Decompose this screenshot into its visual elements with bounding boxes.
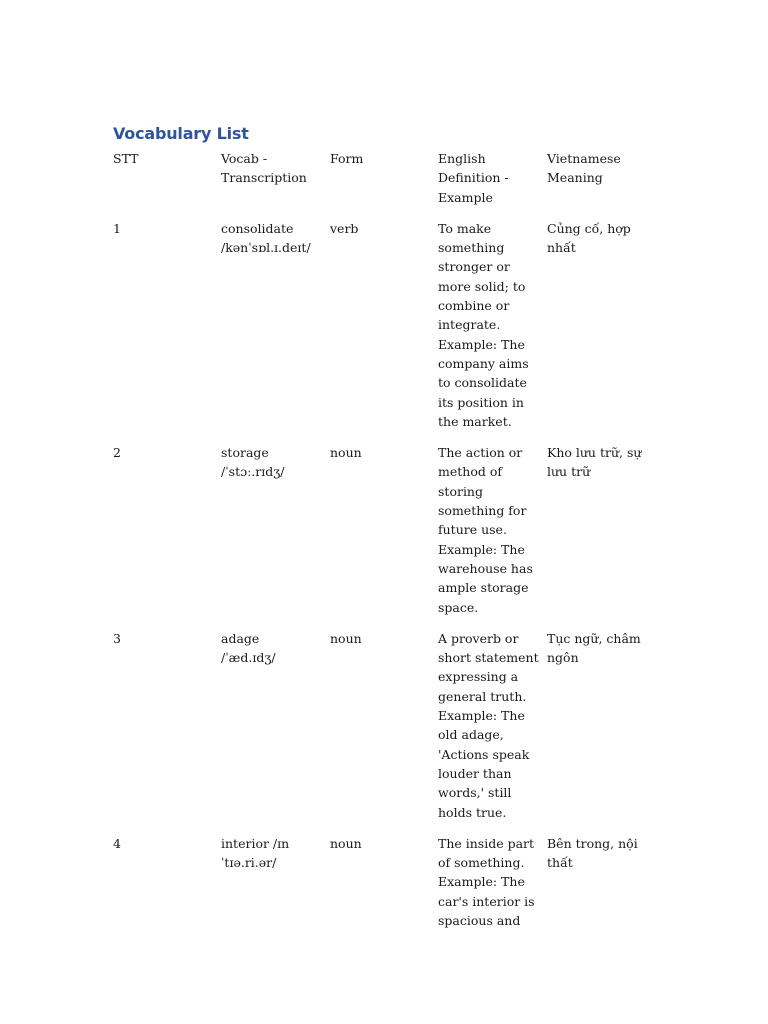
cell-definition-line: holds true. [438,804,507,820]
cell-vocab [221,629,330,834]
cell-stt-text: 2 [113,445,121,461]
cell-vietnamese-line: nhất [547,240,576,256]
cell-stt [113,443,221,629]
cell-definition [438,629,547,834]
cell-vocab-line: ˈtɪə.ri.ər/ [221,855,277,871]
header-stt-label: STT [113,151,139,166]
cell-definition-line: of something. [438,855,525,871]
cell-definition-line: Example: The [438,708,525,724]
cell-vocab-line: consolidate [221,220,294,236]
cell-form [330,629,438,834]
cell-definition-line: old adage, [438,727,504,743]
header-definition-line: English [438,151,486,166]
cell-vietnamese [547,629,658,834]
cell-definition-line: general truth. [438,688,527,704]
table-header-row [113,149,658,219]
cell-definition-line: integrate. [438,317,501,333]
cell-vietnamese-line: Kho lưu trữ, sự [547,445,642,461]
header-definition-line: Definition - [438,170,509,186]
cell-vietnamese-line: thất [547,855,573,871]
table-row [113,834,658,942]
cell-definition-line: Example: The [438,336,525,352]
cell-vocab [221,219,330,443]
cell-definition-line: stronger or [438,259,510,275]
cell-definition-line: something [438,240,505,256]
cell-form [330,443,438,629]
cell-definition-line: 'Actions speak [438,746,530,762]
cell-definition-line: method of [438,464,502,480]
cell-definition-line: warehouse has [438,560,533,576]
cell-definition [438,834,547,942]
cell-vocab-line: adage [221,630,260,646]
cell-definition-line: Example: The [438,541,525,557]
cell-vietnamese-line: Củng cố, hợp [547,220,631,236]
cell-definition-line: more solid; to [438,278,526,294]
cell-vietnamese [547,219,658,443]
cell-vietnamese-line: ngôn [547,650,579,666]
header-definition [438,149,547,219]
cell-definition-line: future use. [438,522,507,538]
cell-form-text: verb [330,220,359,236]
cell-vietnamese [547,834,658,942]
cell-vocab [221,443,330,629]
cell-form-text: noun [330,835,362,851]
table-row [113,629,658,834]
header-vietnamese-line: Meaning [547,170,603,186]
cell-definition-line: to consolidate [438,375,527,391]
cell-definition-line: combine or [438,298,510,314]
cell-stt-text: 4 [113,835,121,851]
cell-vietnamese [547,443,658,629]
header-vocab-line: Vocab - [221,151,268,166]
cell-stt [113,629,221,834]
cell-stt-text: 1 [113,220,121,236]
cell-definition-line: louder than [438,765,512,781]
header-vietnamese [547,149,658,219]
header-definition-line: Example [438,189,493,205]
cell-vocab [221,834,330,942]
cell-definition-line: To make [438,220,492,236]
cell-definition-line: the market. [438,413,512,429]
cell-definition-line: company aims [438,355,529,371]
cell-definition-line: Example: The [438,874,525,890]
cell-definition [438,443,547,629]
cell-definition-line: car's interior is [438,893,535,909]
cell-stt [113,219,221,443]
cell-stt-text: 3 [113,630,121,646]
cell-definition-line: A proverb or [438,630,519,646]
table-row [113,219,658,443]
cell-definition-line: short statement [438,650,539,666]
cell-definition [438,219,547,443]
table-body [113,219,658,942]
cell-definition-line: its position in [438,394,524,410]
cell-definition-line: words,' still [438,785,512,801]
cell-definition-line: space. [438,599,479,615]
cell-definition-line: storing [438,483,483,499]
header-stt [113,149,221,219]
document-title: Vocabulary List [113,124,249,143]
header-form [330,149,438,219]
cell-definition-line: expressing a [438,669,519,685]
vocabulary-table [113,149,658,942]
header-vocab [221,149,330,219]
table-row [113,443,658,629]
cell-definition-line: ample storage [438,580,529,596]
cell-vocab-line: /ˈstɔː.rɪdʒ/ [221,464,285,480]
cell-form [330,834,438,942]
cell-vocab-line: /kənˈsɒl.ɪ.deɪt/ [221,240,311,256]
cell-form-text: noun [330,445,362,461]
header-vietnamese-line: Vietnamese [547,151,621,166]
cell-vocab-line: interior /ɪn [221,835,290,851]
cell-vocab-line: /ˈæd.ɪdʒ/ [221,650,276,666]
cell-vocab-line: storage [221,445,269,461]
cell-form-text: noun [330,630,362,646]
cell-vietnamese-line: lưu trữ [547,464,591,480]
cell-definition-line: something for [438,503,527,519]
cell-stt [113,834,221,942]
cell-vietnamese-line: Tục ngữ, châm [547,630,641,646]
cell-definition-line: spacious and [438,912,521,928]
header-vocab-line: Transcription [221,170,307,186]
cell-definition-line: The inside part [438,835,535,851]
cell-vietnamese-line: Bên trong, nội [547,835,638,851]
cell-definition-line: The action or [438,445,523,461]
header-form-label: Form [330,151,364,166]
cell-form [330,219,438,443]
